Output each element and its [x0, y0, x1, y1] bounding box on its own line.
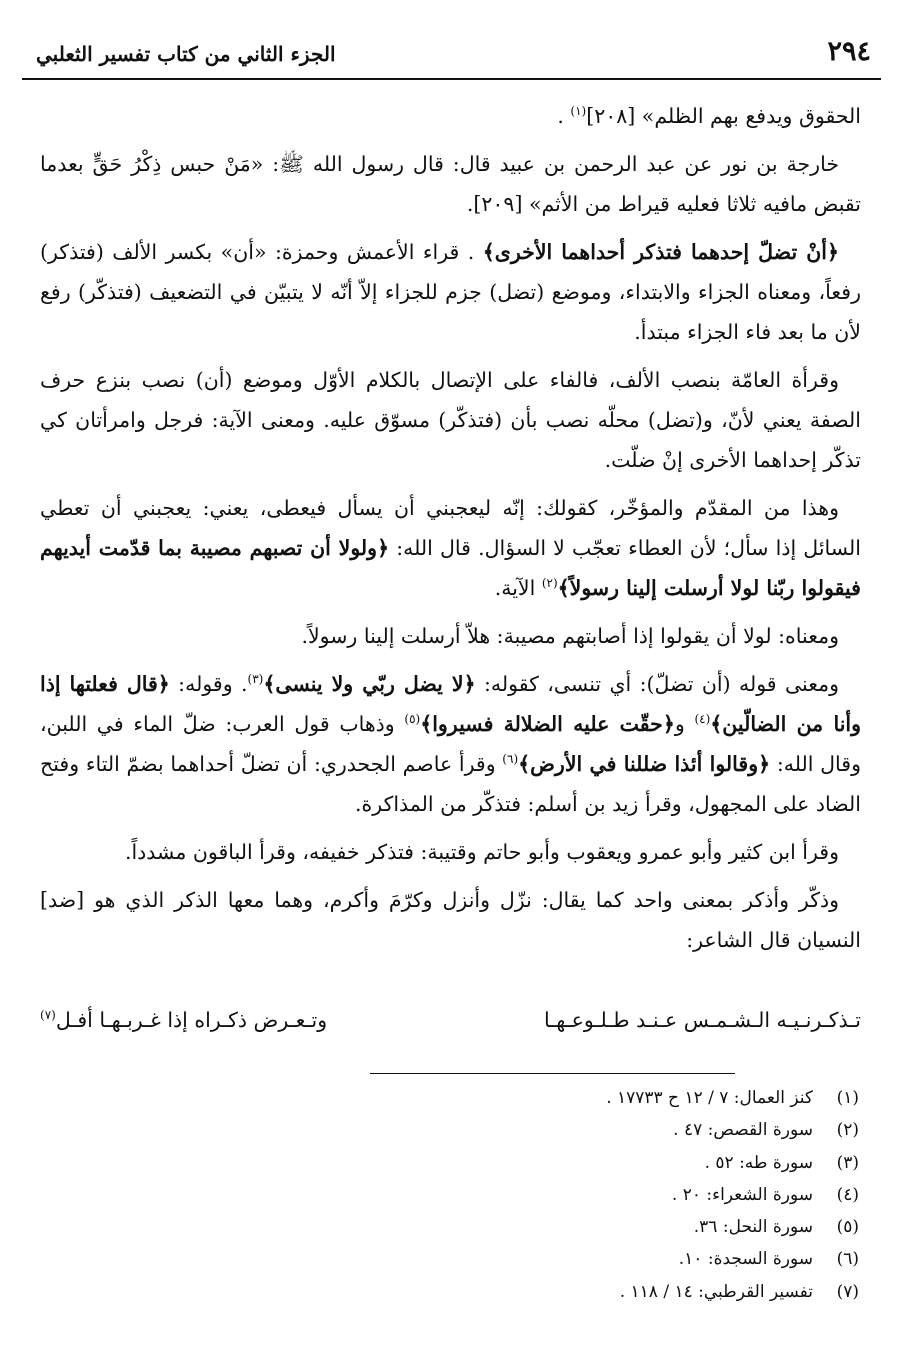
paragraph-2: خارجة بن نور عن عبد الرحمن بن عبيد قال: قال رسول الله ﷺ: «مَنْ حبس ذِكْرُ حَقٍّ بعدما تقبض مافيه ثلاثا فعليه قيراط من الأثم» [٢٠٩]. [40, 152, 861, 216]
footnote-ref: (٧) [40, 1008, 56, 1023]
footnote-ref: (١) [570, 104, 587, 119]
verse-second-hemistich: وتـعـرض ذكـراه إذا غـربـهـا أفـل$^{(٧)}$ [40, 1008, 328, 1032]
main-text [40, 96, 861, 968]
footnote-item: (٦)سورة السجدة: ١٠. [678, 1249, 859, 1270]
footnote-ref: (٤) [694, 712, 711, 727]
quran-quote: ﴿لا يضل ربّي ولا ينسى﴾ [263, 672, 476, 696]
footnote-ref: (٥) [404, 712, 421, 727]
paragraph-1: الحقوق ويدفع بهم الظلم» [٢٠٨]$^{(١)}$ . [557, 104, 861, 128]
footnote-divider [370, 1073, 735, 1074]
paragraph-9: وذكّر وأذكر بمعنى واحد كما يقال: نزّل وأنزل وكرّمَ وأكرم، وهما معها الذكر الذي هو [ضد] النسيان قال الشاعر: [40, 888, 861, 952]
footnote-item: (٧)تفسير القرطبي: ١٤ / ١١٨ . [619, 1281, 859, 1302]
paragraph-3: ﴿أنْ تضلّ إحدهما فتذكر أحداهما الأخرى﴾ . قراء الأعمش وحمزة: «أن» بكسر الألف (فتذكر) رفعاً، ومعناه الجزاء والابتداء، وموضع (تضل) جزم للجزاء إلاّ أنّه لا يتبيّن في التضعيف (فتذكّر) رفع لأن ما بعد فاء الجزاء مبتدأ. [40, 240, 861, 344]
footnote-item: (٢)سورة القصص: ٤٧ . [673, 1120, 859, 1141]
running-header [22, 34, 881, 80]
quran-quote: ﴿ولولا أن تصبهم مصيبة بما قدّمت أيديهم فيقولوا ربّنا لولا أرسلت إلينا رسولاً﴾ [40, 536, 861, 600]
paragraph-8: وقرأ ابن كثير وأبو عمرو ويعقوب وأبو حاتم وقتيبة: فتذكر خفيفه، وقرأ الباقون مشدداً. [124, 840, 839, 864]
quran-quote: ﴿وقالوا أئذا ضللنا في الأرض﴾ [518, 752, 771, 776]
footnote-ref: (٦) [502, 752, 519, 767]
footnote-ref: (٢) [541, 576, 558, 591]
footnote-item: (١)كنز العمال: ٧ / ١٢ ح ١٧٧٣٣ . [606, 1088, 859, 1108]
quran-quote: ﴿حقّت عليه الضلالة فسيروا﴾ [420, 712, 675, 736]
paragraph-5: وهذا من المقدّم والمؤخّر، كقولك: إنّه ليعجبني أن يسأل فيعطى، يعني: يعجبني أن تعطي السائل إذا سأل؛ لأن العطاء تعجّب لا السؤال. قال الله: ﴿ولولا أن تصبهم مصيبة بما قدّمت أيديهم فيقولوا ربّنا لولا أرسلت إلينا رسولاً﴾$^{(٢)}$ الآية. [40, 496, 861, 600]
footnotes [379, 1082, 859, 1308]
footnote-item: (٣)سورة طه: ٥٢ . [704, 1152, 859, 1173]
paragraph-4: وقرأة العامّة بنصب الألف، فالفاء على الإتصال بالكلام الأوّل وموضع (أن) نصب بنزع حرف الصفة يعني لأنّ، و(تضل) محلّه نصب بأن (فتذكّر) مسوّق عليه. ومعنى الآية: فرجل وامرأتان كي تذكّر إحداهما الأخرى إنْ ضلّت. [40, 368, 861, 472]
verse-first-hemistich: تـذكـرنـيـه الـشـمـس عـنـد طـلـوعـهـا [543, 1008, 861, 1032]
header-title: الجزء الثاني من كتاب تفسير الثعلبي [36, 42, 336, 66]
footnote-item: (٤)سورة الشعراء: ٢٠ . [671, 1184, 859, 1205]
poetry-verse [40, 1000, 861, 1040]
quran-quote: ﴿قال فعلتها إذا وأنا من الضالّين﴾ [40, 672, 862, 736]
paragraph-6: ومعناه: لولا أن يقولوا إذا أصابتهم مصيبة: هلاّ أرسلت إلينا رسولاً. [301, 624, 839, 648]
paragraph-7: ومعنى قوله (أن تضلّ): أي تنسى، كقوله: ﴿لا يضل ربّي ولا ينسى﴾$^{(٣)}$. وقوله: ﴿قال فعلتها إذا وأنا من الضالّين﴾$^{(٤)}$ و﴿حقّت عليه الضلالة فسيروا﴾$^{(٥)}$ وذهاب قول العرب: ضلّ الماء في اللبن، وقال الله: ﴿وقالوا أئذا ضللنا في الأرض﴾$^{(٦)}$ وقرأ عاصم الجحدري: أن تضلّ أحداهما بضمّ التاء وفتح الضاد على المجهول، وقرأ زيد بن أسلم: فتذكّر من المذاكرة. [40, 672, 862, 816]
quran-quote: ﴿أنْ تضلّ إحدهما فتذكر أحداهما الأخرى﴾ [482, 240, 840, 264]
footnote-ref: (٣) [247, 672, 264, 687]
footnote-item: (٥)سورة النحل: ٣٦. [693, 1217, 859, 1238]
page-number: ٢٩٤ [827, 36, 871, 67]
